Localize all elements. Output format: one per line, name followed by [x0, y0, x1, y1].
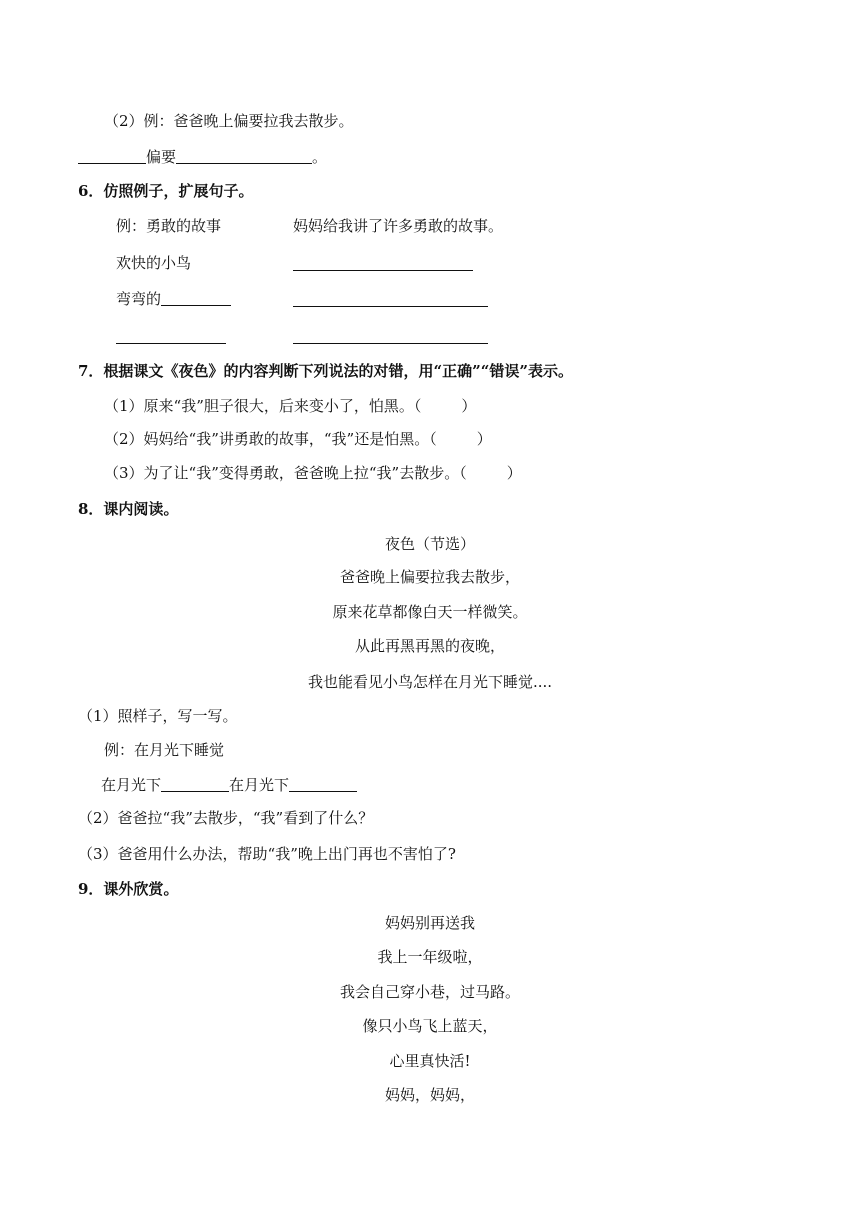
- q5-fill-mid: 偏要: [146, 148, 177, 166]
- answer-blank[interactable]: [161, 289, 231, 306]
- q9-poem-line-5: 妈妈，妈妈，: [384, 1086, 475, 1104]
- q7-item-2-close: ）: [476, 430, 492, 448]
- q8-sub2: （2）爸爸拉“我”去散步，“我”看到了什么？: [78, 809, 374, 827]
- q9-poem-line-2: 我会自己穿小巷，过马路。: [339, 983, 520, 1001]
- q8-sub3: （3）爸爸用什么办法，帮助“我”晚上出门再也不害怕了?: [78, 845, 456, 863]
- q8-poem-line-3: 从此再黑再黑的夜晚，: [354, 637, 505, 655]
- q7-item-1-close: ）: [461, 397, 477, 415]
- answer-blank[interactable]: [161, 775, 229, 792]
- q8-title: 8．课内阅读。: [78, 500, 179, 518]
- q7-item-3-close: ）: [506, 464, 522, 482]
- q7-item-2: [104, 429, 492, 449]
- q6-example-sentence: 妈妈给我讲了许多勇敢的故事。: [293, 217, 504, 235]
- q7-item-3-text: （3）为了让“我”变得勇敢，爸爸晚上拉“我”去散步。（: [104, 464, 467, 482]
- q6-row3-left-line[interactable]: [116, 343, 226, 344]
- q7-title: 7．根据课文《夜色》的内容判断下列说法的对错，用“正确”“错误”表示。: [78, 362, 573, 380]
- answer-blank[interactable]: [289, 775, 357, 792]
- q6-title: 6．仿照例子，扩展句子。: [78, 182, 254, 200]
- q9-title: 9．课外欣赏。: [78, 880, 179, 898]
- q9-poem-line-1: 我上一年级啦，: [377, 948, 483, 966]
- q6-row2: [116, 289, 231, 309]
- q9-poem-line-3: 像只小鸟飞上蓝天，: [362, 1017, 498, 1035]
- q8-sub1-fill-b: 在月光下: [229, 776, 290, 794]
- q7-item-2-text: （2）妈妈给“我”讲勇敢的故事，“我”还是怕黑。（: [104, 430, 437, 448]
- q8-poem-line-1: 爸爸晚上偏要拉我去散步，: [339, 568, 520, 586]
- q6-row3-answer-line[interactable]: [293, 343, 488, 344]
- q5-fill-line: [78, 147, 327, 167]
- q9-poem-line-4: 心里真快活!: [389, 1052, 471, 1070]
- answer-blank[interactable]: [176, 147, 312, 164]
- q8-sub1: （1）照样子，写一写。: [78, 707, 238, 725]
- q7-item-3: [104, 463, 522, 483]
- q6-row2-answer-line[interactable]: [293, 306, 488, 307]
- q6-row1-left: 欢快的小鸟: [116, 254, 192, 272]
- q8-poem-title: 夜色（节选）: [384, 535, 475, 553]
- q6-row1-answer-line[interactable]: [293, 270, 473, 271]
- q8-sub1-fill-a: 在月光下: [101, 776, 162, 794]
- q6-row2-left: 弯弯的: [116, 290, 162, 308]
- q9-poem-title: 妈妈别再送我: [384, 914, 475, 932]
- q7-item-1-text: （1）原来“我”胆子很大，后来变小了，怕黑。（: [104, 397, 422, 415]
- answer-blank[interactable]: [78, 147, 146, 164]
- q5-fill-end: 。: [312, 148, 328, 166]
- q8-poem-line-4: 我也能看见小鸟怎样在月光下睡觉....: [307, 673, 553, 691]
- q5-item2: （2）例：爸爸晚上偏要拉我去散步。: [104, 112, 354, 130]
- q8-sub1-fill: [101, 775, 357, 795]
- q7-item-1: [104, 396, 476, 416]
- q8-poem-line-2: 原来花草都像白天一样微笑。: [332, 603, 528, 621]
- q8-sub1-example: 例：在月光下睡觉: [104, 741, 225, 759]
- q6-example-label: 例：勇敢的故事: [116, 217, 222, 235]
